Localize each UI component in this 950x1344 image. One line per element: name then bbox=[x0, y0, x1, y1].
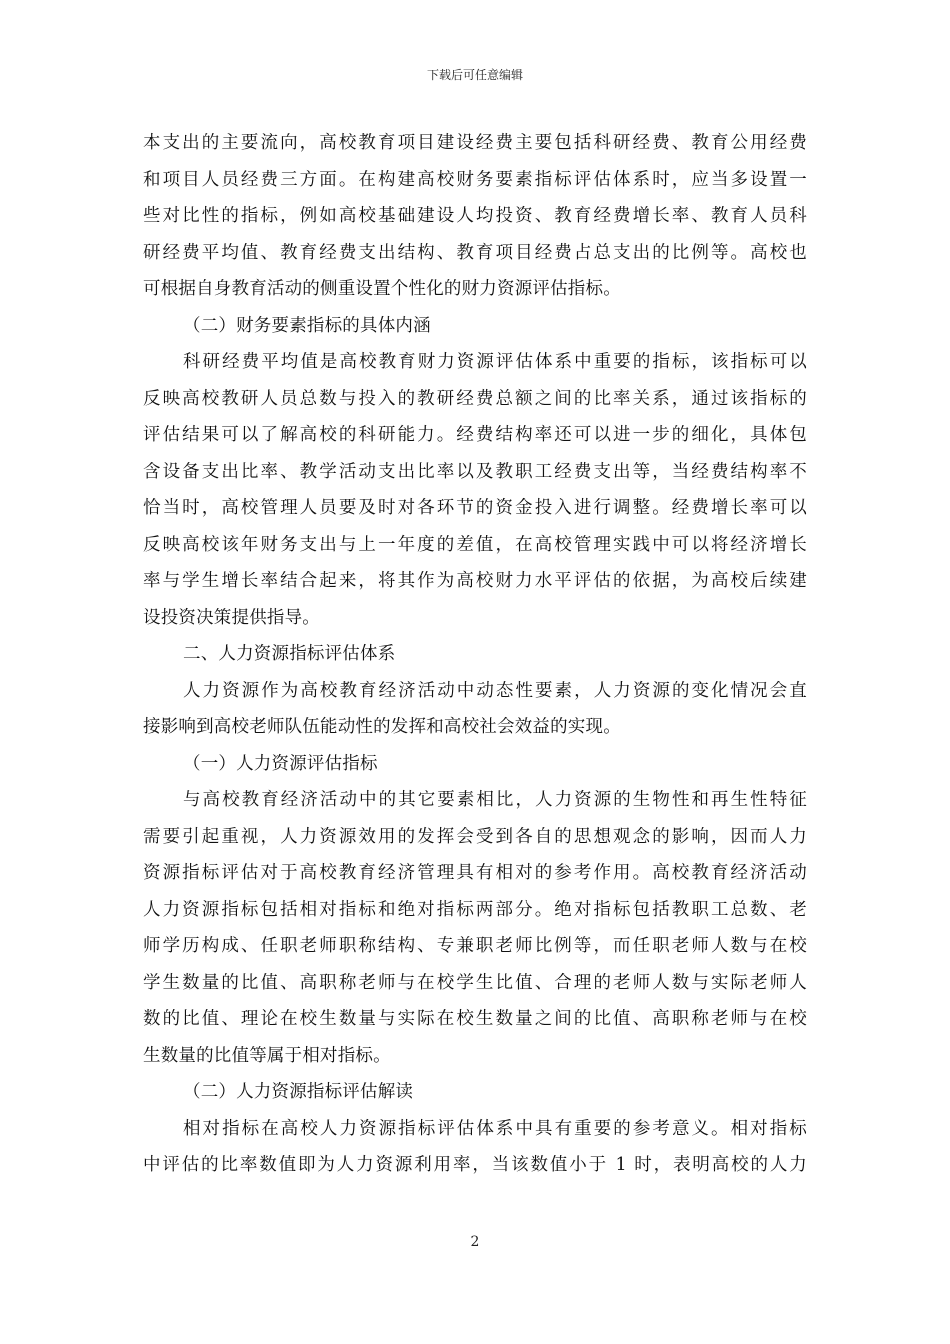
text-line: 设投资决策提供指导。 bbox=[143, 607, 320, 628]
text-line: 与高校教育经济活动中的其它要素相比，人力资源的生物性和再生性特征 bbox=[183, 790, 807, 810]
section-heading: （二）财务要素指标的具体内涵 bbox=[183, 315, 431, 336]
text-line: 些对比性的指标，例如高校基础建设人均投资、教育经费增长率、教育人员科 bbox=[143, 206, 807, 226]
text-line: 含设备支出比率、教学活动支出比率以及教职工经费支出等，当经费结构率不 bbox=[143, 461, 807, 482]
text-line: 生数量的比值等属于相对指标。 bbox=[143, 1045, 391, 1066]
text-line: 接影响到高校老师队伍能动性的发挥和高校社会效益的实现。 bbox=[143, 717, 621, 737]
text-line: 人力资源指标包括相对指标和绝对指标两部分。绝对指标包括教职工总数、老 bbox=[143, 899, 807, 920]
document-body bbox=[143, 125, 807, 1184]
text-line: 研经费平均值、教育经费支出结构、教育项目经费占总支出的比例等。高校也 bbox=[143, 242, 807, 263]
text-line: 需要引起重视，人力资源效用的发挥会受到各自的思想观念的影响，因而人力 bbox=[143, 826, 807, 847]
text-line: 学生数量的比值、高职称老师与在校学生比值、合理的老师人数与实际老师人 bbox=[143, 972, 807, 993]
text-line: 评估结果可以了解高校的科研能力。经费结构率还可以进一步的细化，具体包 bbox=[143, 425, 807, 445]
text-line: 率与学生增长率结合起来，将其作为高校财力水平评估的依据，为高校后续建 bbox=[143, 571, 807, 591]
text-line: 反映高校教研人员总数与投入的教研经费总额之间的比率关系，通过该指标的 bbox=[143, 388, 807, 409]
text-line: 恰当时，高校管理人员要及时对各环节的资金投入进行调整。经费增长率可以 bbox=[143, 498, 807, 518]
text-line: 科研经费平均值是高校教育财力资源评估体系中重要的指标，该指标可以 bbox=[183, 352, 807, 372]
text-line: 师学历构成、任职老师职称结构、专兼职老师比例等，而任职老师人数与在校 bbox=[143, 936, 807, 956]
text-line: 数的比值、理论在校生数量与实际在校生数量之间的比值、高职称老师与在校 bbox=[143, 1009, 807, 1029]
section-heading: （二）人力资源指标评估解读 bbox=[183, 1082, 414, 1102]
text-line: 和项目人员经费三方面。在构建高校财务要素指标评估体系时，应当多设置一 bbox=[143, 169, 807, 190]
page-header: 下载后可任意编辑 bbox=[426, 68, 523, 82]
text-line: 本支出的主要流向，高校教育项目建设经费主要包括科研经费、教育公用经费 bbox=[143, 133, 807, 153]
section-heading: （一）人力资源评估指标 bbox=[183, 753, 378, 774]
text-line: 人力资源作为高校教育经济活动中动态性要素，人力资源的变化情况会直 bbox=[183, 680, 807, 701]
text-line: 可根据自身教育活动的侧重设置个性化的财力资源评估指标。 bbox=[143, 279, 621, 299]
page-number: 2 bbox=[470, 1234, 480, 1250]
text-line: 反映高校该年财务支出与上一年度的差值，在高校管理实践中可以将经济增长 bbox=[143, 534, 807, 555]
text-line: 中评估的比率数值即为人力资源利用率，当该数值小于 1 时，表明高校的人力 bbox=[143, 1155, 807, 1175]
text-line: 资源指标评估对于高校教育经济管理具有相对的参考作用。高校教育经济活动 bbox=[143, 863, 807, 883]
section-heading: 二、人力资源指标评估体系 bbox=[183, 644, 396, 664]
text-line: 相对指标在高校人力资源指标评估体系中具有重要的参考意义。相对指标 bbox=[183, 1118, 807, 1139]
